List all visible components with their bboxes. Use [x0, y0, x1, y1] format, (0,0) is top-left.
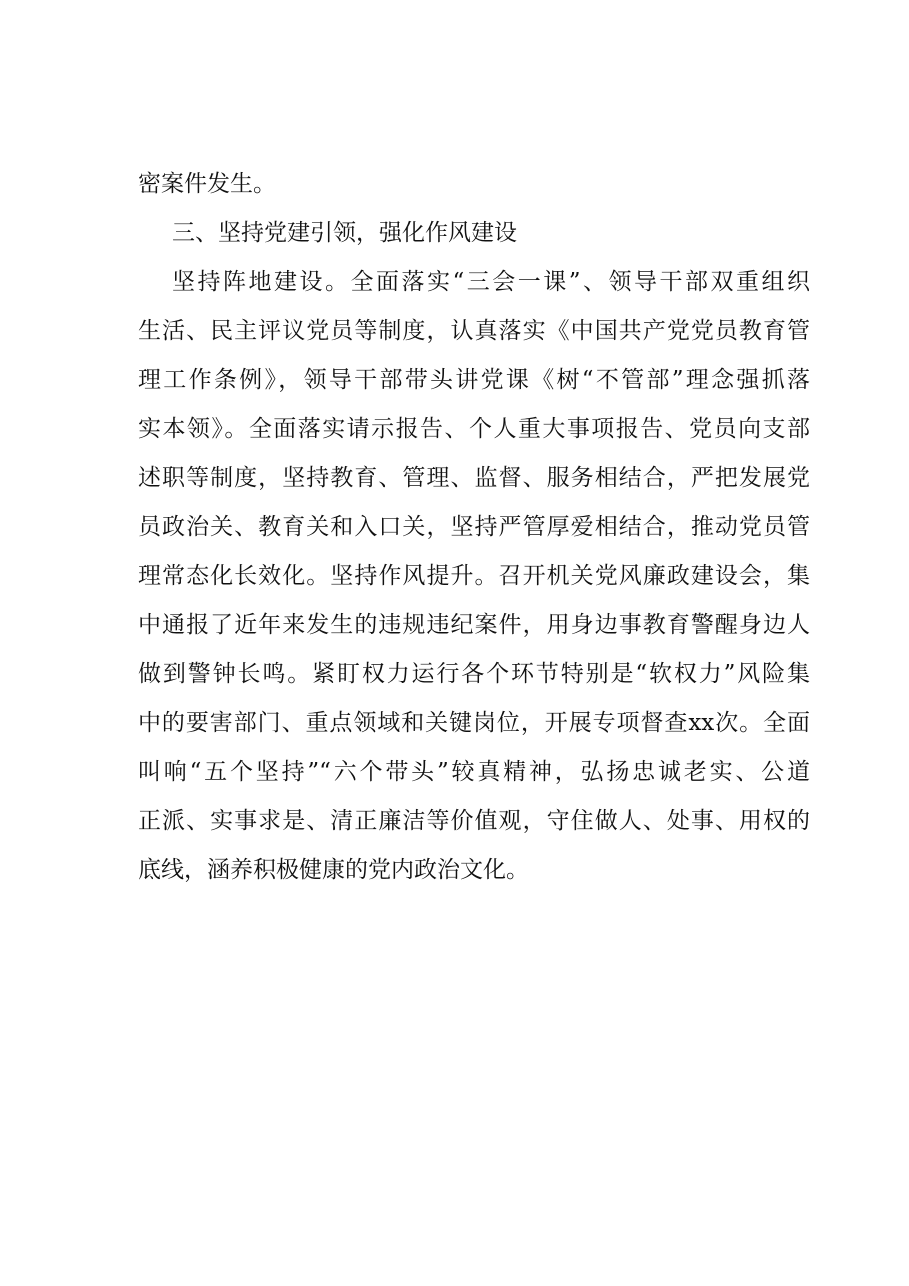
text-line: 正派、实事求是、清正廉洁等价值观，守住做人、处事、用权的 [138, 808, 810, 834]
text-line: 理常态化长效化。坚持作风提升。召开机关党风廉政建设会，集 [138, 563, 810, 589]
text-line: 实本领》。全面落实请示报告、个人重大事项报告、党员向支部 [138, 416, 810, 442]
text-line: 生活、民主评议党员等制度，认真落实《中国共产党党员教育管 [138, 318, 810, 344]
text-line: 中的要害部门、重点领域和关键岗位，开展专项督查xx次。全面 [138, 710, 810, 736]
text-line: 做到警钟长鸣。紧盯权力运行各个环节特别是“软权力”风险集 [138, 661, 810, 687]
text-line: 密案件发生。 [138, 171, 276, 197]
text-line: 理工作条例》，领导干部带头讲党课《树“不管部”理念强抓落 [138, 367, 810, 393]
text-line: 员政治关、教育关和入口关，坚持严管厚爱相结合，推动党员管 [138, 514, 810, 540]
text-line: 述职等制度，坚持教育、管理、监督、服务相结合，严把发展党 [138, 465, 810, 491]
text-line: 叫响“五个坚持”“六个带头”较真精神，弘扬忠诚老实、公道 [138, 759, 810, 785]
text-line: 中通报了近年来发生的违规违纪案件，用身边事教育警醒身边人 [138, 612, 810, 638]
text-line: 底线，涵养积极健康的党内政治文化。 [138, 857, 529, 883]
text-line: 坚持阵地建设。全面落实“三会一课”、领导干部双重组织 [172, 269, 810, 295]
document-body [138, 160, 810, 895]
section-heading: 三、坚持党建引领，强化作风建设 [172, 220, 517, 246]
